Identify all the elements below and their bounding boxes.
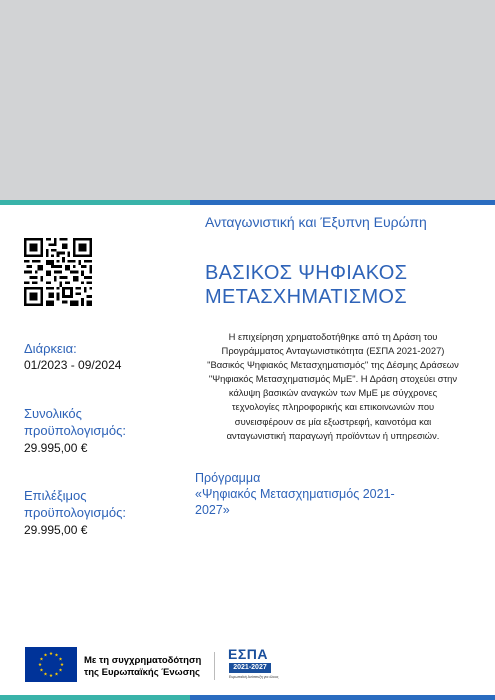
duration-value: 01/2023 - 09/2024 <box>24 358 122 372</box>
espa-name: ΕΣΠΑ <box>228 646 268 662</box>
program-line-3: 2027» <box>195 503 230 517</box>
espa-tagline: Ευρωπαϊκή Ανάπτυξη για όλους <box>229 675 279 679</box>
total-budget-value: 29.995,00 € <box>24 441 88 455</box>
program-line-2: «Ψηφιακός Μετασχηματισμός 2021- <box>195 487 395 501</box>
bottom-color-stripe <box>0 695 495 700</box>
eligible-budget-label-line-2: προϋπολογισμός: <box>24 505 127 520</box>
eligible-budget-label-line-1: Επιλέξιμος <box>24 488 87 503</box>
program-name <box>195 470 445 518</box>
page-title <box>205 261 407 309</box>
project-description: Η επιχείρηση χρηματοδοτήθηκε από τη Δράση του Προγράμματος Ανταγωνιστικότητα (ΕΣΠΑ 2021-2027) "Βασικός Ψηφιακός Μετασχηματισμός" της Δέσμης Δράσεων "Ψηφιακός Μετασχηματισμός ΜμΕ". Η Δράση στοχεύει στην κάλυψη βασικών αναγκών των ΜμΕ με σύγχρονες τεχνολογίες πληροφορικής και επικοινωνιών που συνεισφέρουν σε μία εξωστρεφή, καινοτόμα και ανταγωνιστική παραγωγή προϊόντων ή υπηρεσιών. <box>207 331 459 441</box>
espa-years: 2021-2027 <box>229 663 271 673</box>
program-line-1: Πρόγραμμα <box>195 471 261 485</box>
subtitle: Ανταγωνιστική και Έξυπνη Ευρώπη <box>205 214 427 230</box>
eu-text-line-1: Με τη συγχρηματοδότηση <box>84 655 202 666</box>
title-line-2: ΜΕΤΑΣΧΗΜΑΤΙΣΜΟΣ <box>205 286 407 308</box>
eligible-budget-value: 29.995,00 € <box>24 523 88 537</box>
total-budget-label-line-2: προϋπολογισμός: <box>24 423 127 438</box>
top-color-stripe <box>0 200 495 205</box>
duration-label: Διάρκεια: <box>24 341 77 356</box>
eu-text-line-2: της Ευρωπαϊκής Ένωσης <box>84 667 200 678</box>
total-budget-label-line-1: Συνολικός <box>24 406 82 421</box>
eu-flag-icon <box>25 647 77 682</box>
eligible-budget-label <box>24 487 126 521</box>
qr-code-icon <box>24 238 92 306</box>
logo-divider <box>214 652 215 680</box>
total-budget-label <box>24 405 126 439</box>
title-line-1: ΒΑΣΙΚΟΣ ΨΗΦΙΑΚΟΣ <box>205 262 408 284</box>
image-placeholder-band <box>0 0 495 200</box>
eu-cofunding-text <box>84 655 201 679</box>
